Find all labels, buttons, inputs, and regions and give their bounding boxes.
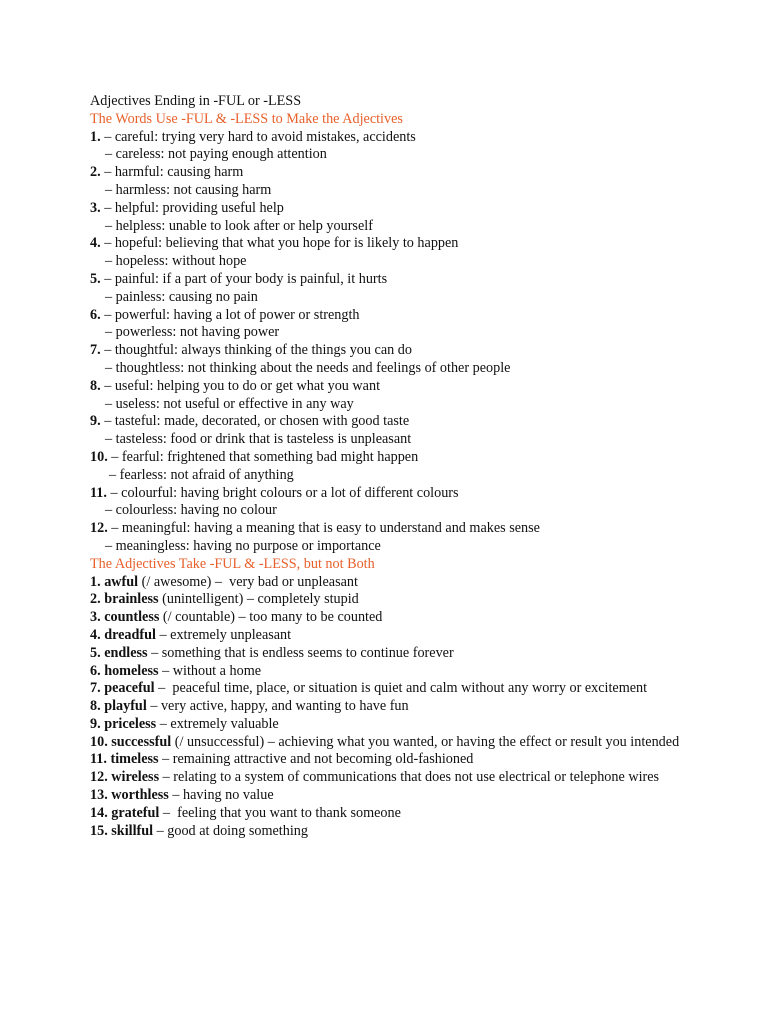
item-definition: – feeling that you want to thank someone (159, 804, 401, 821)
item-word: homeless (104, 662, 159, 679)
item-number: 8. (90, 698, 101, 715)
less-definition: – harmless: not causing harm (105, 181, 272, 198)
list-item-ful (90, 413, 750, 431)
less-definition: – powerless: not having power (105, 324, 280, 341)
less-definition: – painless: causing no pain (105, 288, 258, 305)
list-item-ful (90, 235, 750, 253)
list-item-ful (90, 129, 750, 147)
item-number: 3. (90, 199, 101, 216)
ful-definition: – hopeful: believing that what you hope for is likely to happen (100, 235, 459, 252)
item-number: 12. (90, 769, 108, 786)
ful-definition: – tasteful: made, decorated, or chosen with good taste (100, 413, 410, 430)
item-word: awful (104, 573, 139, 590)
item-definition: – without a home (158, 662, 262, 679)
list-item (90, 787, 750, 805)
item-number: 13. (90, 787, 108, 804)
less-definition: – careless: not paying enough attention (105, 146, 327, 163)
list-item-ful (90, 520, 750, 538)
list-item (90, 805, 750, 823)
item-number: 5. (90, 270, 101, 287)
item-number: 8. (90, 377, 101, 394)
item-word: countless (104, 609, 160, 626)
list-item-ful (90, 307, 750, 325)
item-number: 1. (90, 128, 101, 145)
ful-definition: – harmful: causing harm (100, 164, 244, 181)
ful-definition: – helpful: providing useful help (100, 199, 284, 216)
item-number: 11. (90, 751, 107, 768)
list-item-ful (90, 164, 750, 182)
item-definition: – having no value (168, 787, 274, 804)
item-definition: – extremely unpleasant (155, 626, 292, 643)
item-number: 10. (90, 448, 108, 465)
item-number: 10. (90, 733, 108, 750)
item-definition: (/ awesome) – very bad or unpleasant (138, 573, 358, 590)
less-definition: – thoughtless: not thinking about the needs and feelings of other people (105, 359, 511, 376)
item-number: 6. (90, 306, 101, 323)
less-definition: – useless: not useful or effective in any way (105, 395, 354, 412)
ful-definition: – painful: if a part of your body is painful, it hurts (100, 270, 388, 287)
item-definition: (/ unsuccessful) – achieving what you wanted, or having the effect or result you intended (171, 733, 680, 750)
list-item (90, 751, 750, 769)
item-number: 2. (90, 164, 101, 181)
list-item (90, 645, 750, 663)
item-word: skillful (111, 822, 154, 839)
document-body (90, 93, 750, 840)
item-definition: (unintelligent) – completely stupid (158, 591, 359, 608)
item-number: 4. (90, 235, 101, 252)
ful-definition: – powerful: having a lot of power or strength (100, 306, 360, 323)
less-definition: – fearless: not afraid of anything (109, 466, 294, 483)
item-definition: – extremely valuable (156, 715, 279, 732)
ful-definition: – useful: helping you to do or get what you want (100, 377, 381, 394)
item-number: 2. (90, 591, 101, 608)
ful-definition: – meaningful: having a meaning that is easy to understand and makes sense (107, 520, 540, 537)
ful-definition: – careful: trying very hard to avoid mistakes, accidents (100, 128, 416, 145)
less-definition: – colourless: having no colour (105, 502, 277, 519)
list-item-ful (90, 200, 750, 218)
item-definition: – good at doing something (153, 822, 308, 839)
item-word: playful (104, 698, 147, 715)
less-definition: – helpless: unable to look after or help yourself (105, 217, 373, 234)
item-definition: – something that is endless seems to continue forever (147, 644, 454, 661)
item-word: timeless (110, 751, 159, 768)
item-number: 9. (90, 413, 101, 430)
ful-definition: – colourful: having bright colours or a lot of different colours (106, 484, 459, 501)
item-number: 3. (90, 609, 101, 626)
item-number: 15. (90, 822, 108, 839)
document-title: Adjectives Ending in -FUL or -LESS (90, 93, 302, 109)
list-item-ful (90, 485, 750, 503)
item-word: worthless (111, 787, 169, 804)
list-item (90, 609, 750, 627)
item-number: 6. (90, 662, 101, 679)
item-word: peaceful (104, 680, 155, 697)
list-item (90, 574, 750, 592)
item-number: 4. (90, 626, 101, 643)
list-item (90, 591, 750, 609)
item-number: 5. (90, 644, 101, 661)
item-number: 7. (90, 680, 101, 697)
item-word: brainless (104, 591, 159, 608)
item-number: 12. (90, 520, 108, 537)
item-definition: – peaceful time, place, or situation is quiet and calm without any worry or excitement (154, 680, 648, 697)
list-item-ful (90, 378, 750, 396)
item-word: wireless (111, 769, 160, 786)
less-definition: – meaningless: having no purpose or importance (105, 537, 381, 554)
item-word: priceless (104, 715, 157, 732)
list-item-ful (90, 271, 750, 289)
item-number: 9. (90, 715, 101, 732)
list-item (90, 680, 750, 698)
item-definition: – relating to a system of communications that does not use electrical or telephone wires (159, 769, 660, 786)
list-item (90, 734, 750, 752)
list-item (90, 627, 750, 645)
item-word: successful (111, 733, 172, 750)
ful-definition: – thoughtful: always thinking of the things you can do (100, 342, 412, 359)
item-definition: – remaining attractive and not becoming old-fashioned (158, 751, 474, 768)
item-word: grateful (111, 804, 160, 821)
list-item (90, 663, 750, 681)
less-definition: – tasteless: food or drink that is tasteless is unpleasant (105, 431, 412, 448)
item-definition: – very active, happy, and wanting to have fun (146, 698, 409, 715)
item-word: endless (104, 644, 148, 661)
less-definition: – hopeless: without hope (105, 253, 247, 270)
list-item (90, 716, 750, 734)
item-word: dreadful (104, 626, 156, 643)
section-heading-not-both: The Adjectives Take -FUL & -LESS, but not Both (90, 555, 375, 572)
item-number: 11. (90, 484, 107, 501)
item-number: 7. (90, 342, 101, 359)
list-item-ful (90, 449, 750, 467)
list-item (90, 698, 750, 716)
item-number: 1. (90, 573, 101, 590)
list-item (90, 823, 750, 841)
item-number: 14. (90, 804, 108, 821)
list-item-ful (90, 342, 750, 360)
item-definition: (/ countable) – too many to be counted (159, 609, 383, 626)
list-item (90, 769, 750, 787)
section-heading-ful-less: The Words Use -FUL & -LESS to Make the Adjectives (90, 110, 403, 127)
ful-definition: – fearful: frightened that something bad might happen (107, 448, 419, 465)
